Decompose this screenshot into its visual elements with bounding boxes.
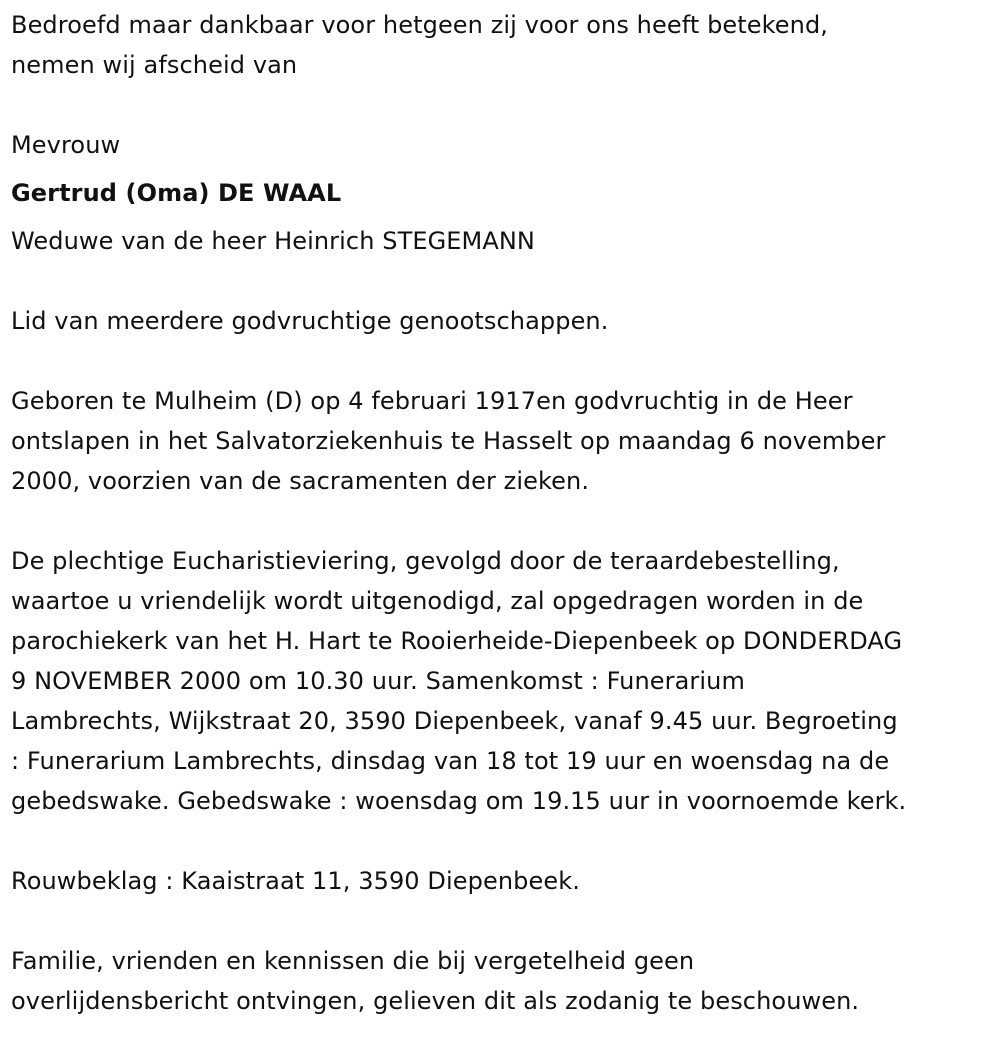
intro-line: Bedroefd maar dankbaar voor hetgeen zij voor ons heeft betekend, [11,11,829,39]
spacer [11,901,991,941]
paragraph-line: Geboren te Mulheim (D) op 4 februari 1917en godvruchtig in de Heer [11,387,853,415]
intro-line: nemen wij afscheid van [11,51,298,79]
paragraph-line: Lambrechts, Wijkstraat 20, 3590 Diepenbeek, vanaf 9.45 uur. Begroeting [11,707,898,735]
paragraph-line: 2000, voorzien van de sacramenten der zieken. [11,467,590,495]
birth-death-paragraph [11,381,991,501]
ceremony-paragraph [11,541,991,821]
paragraph-line: 9 NOVEMBER 2000 om 10.30 uur. Samenkomst : Funerarium [11,667,745,695]
paragraph-line: waartoe u vriendelijk wordt uitgenodigd, zal opgedragen worden in de [11,587,864,615]
membership-line: Lid van meerdere godvruchtige genootschappen. [11,307,609,335]
obituary-notice [11,5,991,1021]
spacer [11,341,991,381]
spacer [11,261,991,301]
paragraph-line: De plechtige Eucharistieviering, gevolgd door de teraardebestelling, [11,547,840,575]
paragraph-line: overlijdensbericht ontvingen, gelieven dit als zodanig te beschouwen. [11,987,860,1015]
spacer [11,821,991,861]
paragraph-line: parochiekerk van het H. Hart te Rooierheide-Diepenbeek op DONDERDAG [11,627,903,655]
deceased-name: Gertrud (Oma) DE WAAL [11,179,342,207]
intro-paragraph [11,5,991,85]
paragraph-line: Familie, vrienden en kennissen die bij vergetelheid geen [11,947,695,975]
paragraph-line: gebedswake. Gebedswake : woensdag om 19.15 uur in voornoemde kerk. [11,787,907,815]
paragraph-line: : Funerarium Lambrechts, dinsdag van 18 tot 19 uur en woensdag na de [11,747,890,775]
condolence-address: Rouwbeklag : Kaaistraat 11, 3590 Diepenbeek. [11,867,580,895]
closing-paragraph [11,941,991,1021]
honorific: Mevrouw [11,131,121,159]
spacer [11,501,991,541]
spacer [11,85,991,125]
spouse-line: Weduwe van de heer Heinrich STEGEMANN [11,227,535,255]
paragraph-line: ontslapen in het Salvatorziekenhuis te Hasselt op maandag 6 november [11,427,886,455]
